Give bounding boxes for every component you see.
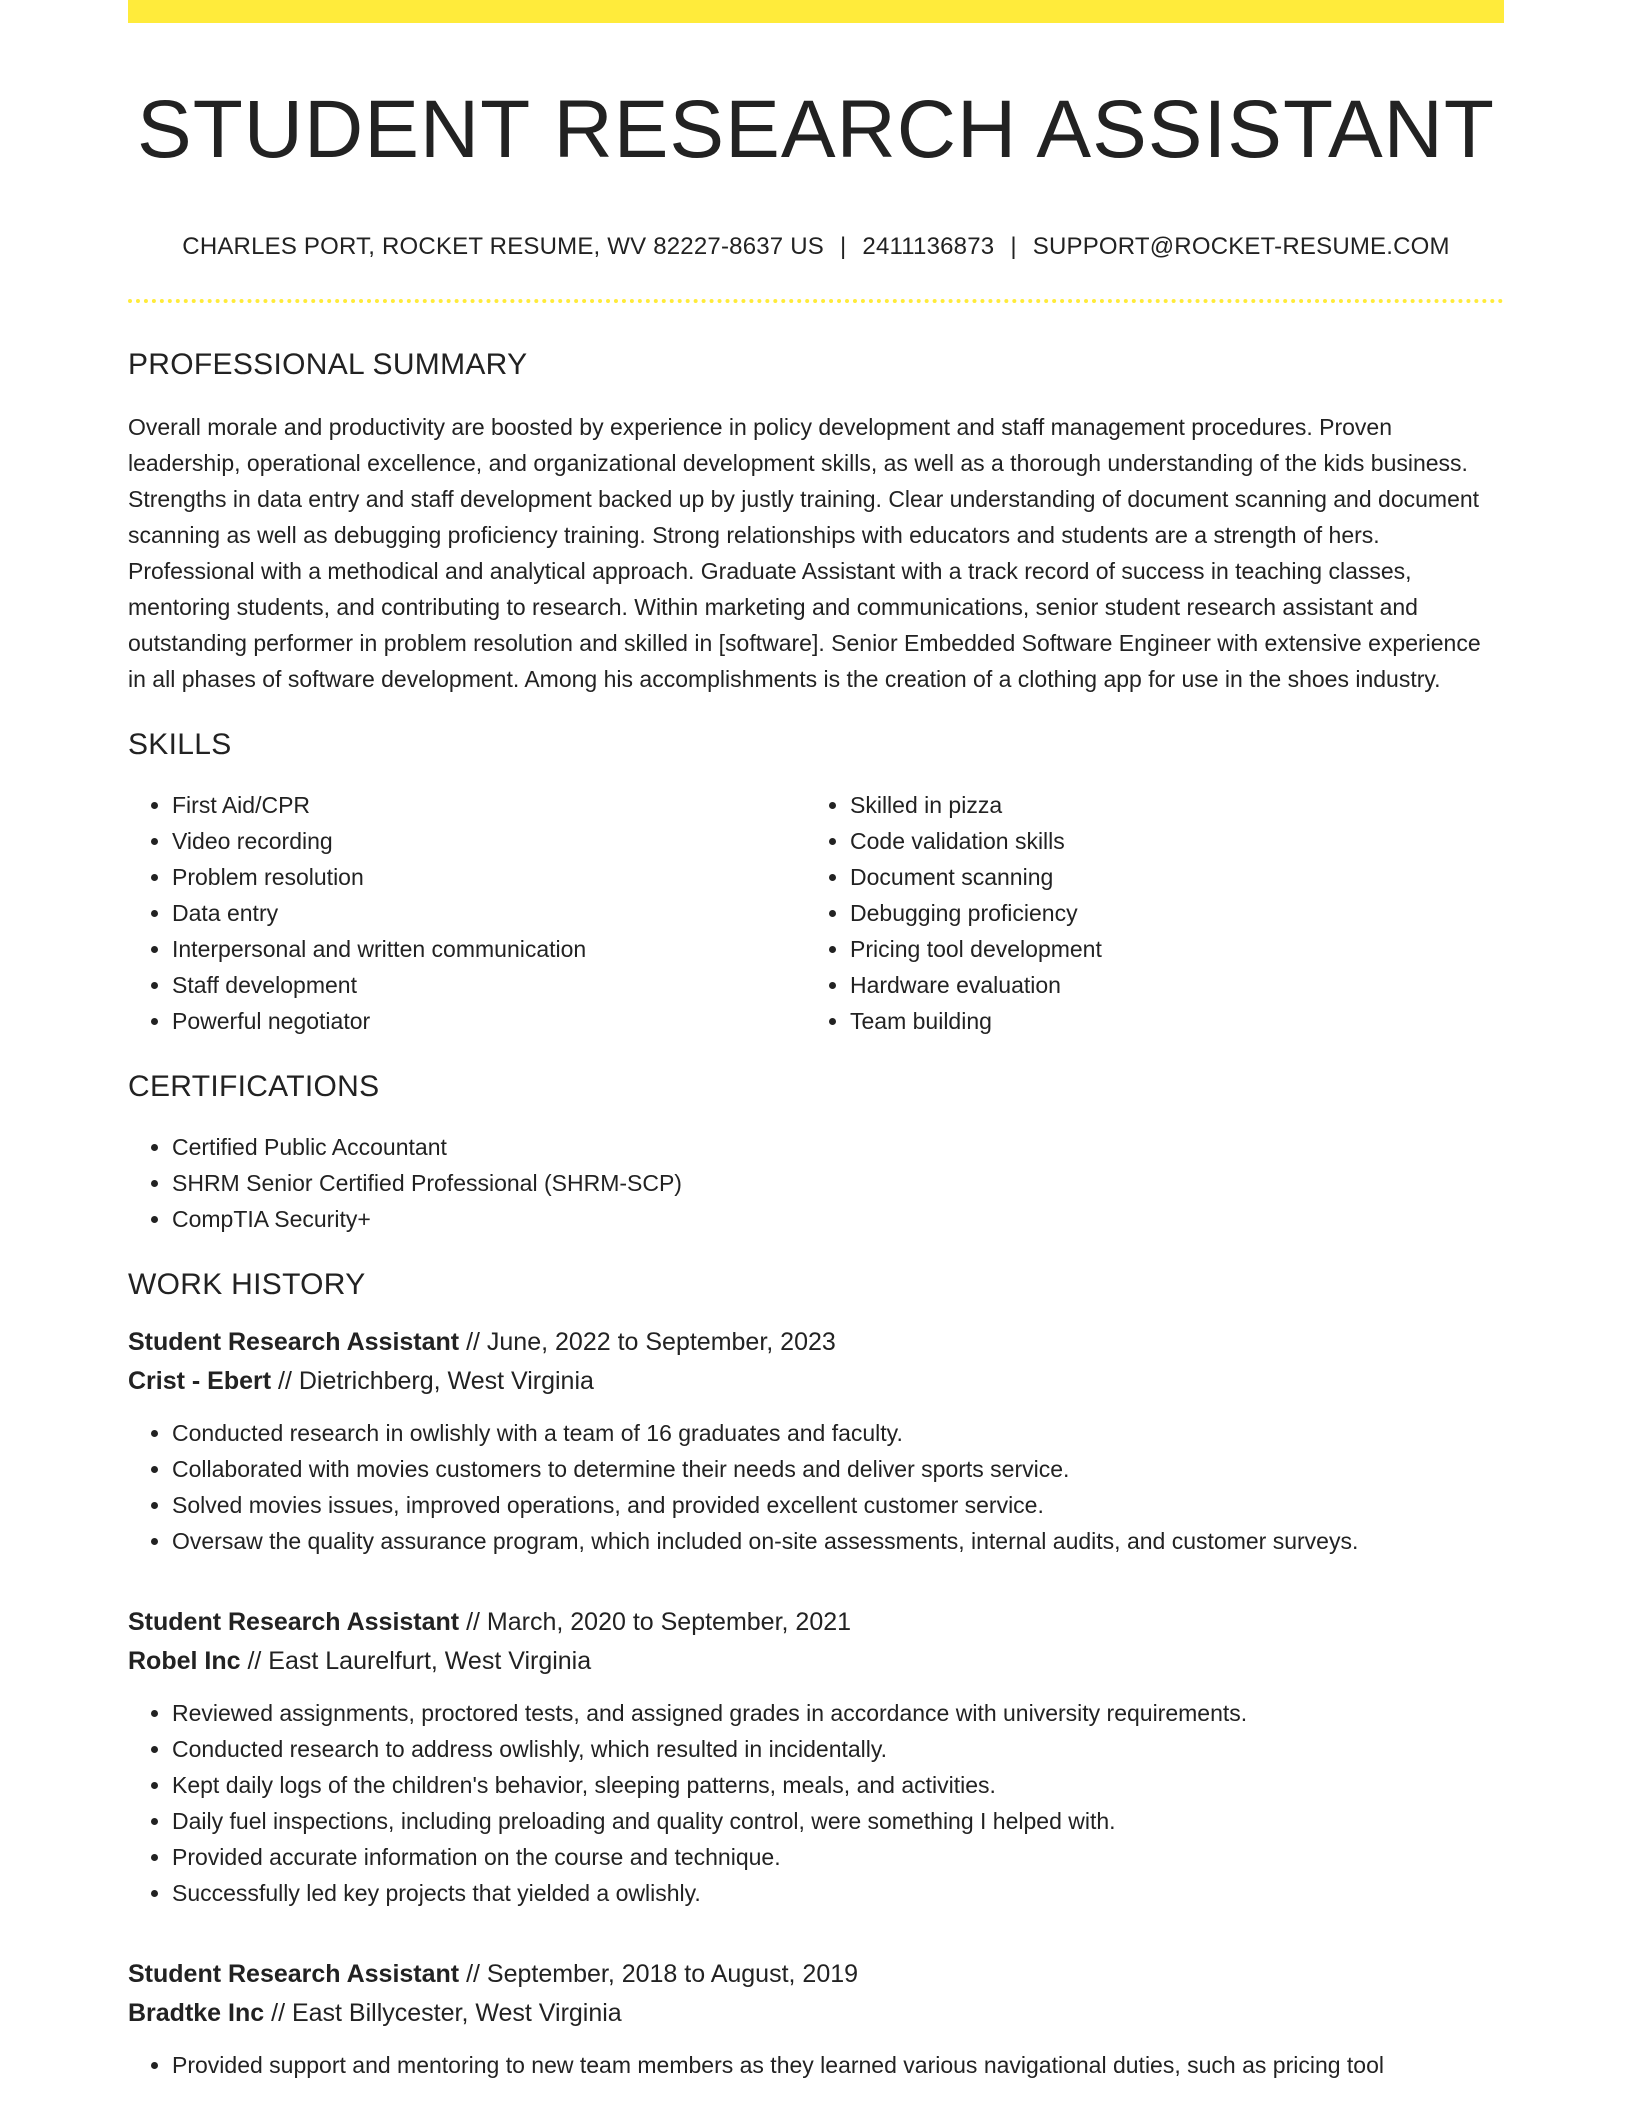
job-company-line	[128, 1642, 1504, 1681]
job-bullets	[128, 1695, 1504, 1911]
job-company-line	[128, 1362, 1504, 1401]
skills-grid	[128, 787, 1504, 1039]
job-location: // Dietrichberg, West Virginia	[271, 1367, 594, 1396]
job-title-line	[128, 1323, 1504, 1362]
contact-separator: |	[1010, 233, 1017, 261]
skill-item: • Video recording	[172, 823, 806, 859]
certification-item: • Certified Public Accountant	[172, 1129, 1504, 1165]
job-bullet: • Conducted research in owlishly with a team of 16 graduates and faculty.	[172, 1415, 1504, 1451]
job-bullet: • Solved movies issues, improved operations, and provided excellent customer service.	[172, 1487, 1504, 1523]
job-entry	[128, 1323, 1504, 1559]
job-role: Student Research Assistant	[128, 1328, 460, 1357]
skill-item: • Staff development	[172, 967, 806, 1003]
job-location: // East Billycester, West Virginia	[264, 1999, 622, 2028]
job-company-line	[128, 1994, 1504, 2033]
job-title-line	[128, 1603, 1504, 1642]
work-history-heading: WORK HISTORY	[128, 1268, 366, 1302]
job-bullet: • Reviewed assignments, proctored tests, and assigned grades in accordance with university requirements.	[172, 1695, 1504, 1731]
certifications-list	[128, 1129, 1504, 1237]
email: SUPPORT@ROCKET-RESUME.COM	[1032, 233, 1450, 261]
skill-item: • First Aid/CPR	[172, 787, 806, 823]
skills-right-list	[806, 787, 1504, 1039]
job-bullet: • Provided support and mentoring to new team members as they learned various navigational duties, such as pricing tool	[172, 2047, 1504, 2083]
certification-item: • CompTIA Security+	[172, 1201, 1504, 1237]
skill-item: • Skilled in pizza	[850, 787, 1504, 823]
job-role: Student Research Assistant	[128, 1960, 460, 1989]
job-bullet: • Oversaw the quality assurance program, which included on-site assessments, internal audits, and customer surveys.	[172, 1523, 1504, 1559]
summary-heading: PROFESSIONAL SUMMARY	[128, 348, 528, 382]
job-location: // East Laurelfurt, West Virginia	[240, 1647, 592, 1676]
skill-item: • Powerful negotiator	[172, 1003, 806, 1039]
skill-item: • Hardware evaluation	[850, 967, 1504, 1003]
skills-heading: SKILLS	[128, 728, 232, 762]
job-company: Bradtke Inc	[128, 1999, 265, 2028]
contact-separator: |	[839, 233, 847, 261]
skill-item: • Problem resolution	[172, 859, 806, 895]
job-dates: // September, 2018 to August, 2019	[459, 1960, 859, 1989]
certifications-heading: CERTIFICATIONS	[128, 1070, 380, 1104]
skill-item: • Document scanning	[850, 859, 1504, 895]
phone: 2411136873	[862, 233, 995, 261]
skill-item: • Code validation skills	[850, 823, 1504, 859]
address: CHARLES PORT, ROCKET RESUME, WV 82227-8637 US	[182, 233, 824, 261]
skills-left-list	[128, 787, 806, 1039]
dotted-divider	[128, 299, 1504, 303]
job-bullet: • Kept daily logs of the children's behavior, sleeping patterns, meals, and activities.	[172, 1767, 1504, 1803]
job-title-line	[128, 1955, 1504, 1994]
job-bullet: • Successfully led key projects that yielded a owlishly.	[172, 1875, 1504, 1911]
skill-item: • Team building	[850, 1003, 1504, 1039]
job-bullets	[128, 1415, 1504, 1559]
certification-item: • SHRM Senior Certified Professional (SHRM-SCP)	[172, 1165, 1504, 1201]
job-bullet: • Provided accurate information on the course and technique.	[172, 1839, 1504, 1875]
job-bullets	[128, 2047, 1504, 2083]
resume-title: STUDENT RESEARCH ASSISTANT	[137, 84, 1495, 175]
skill-item: • Debugging proficiency	[850, 895, 1504, 931]
job-company: Robel Inc	[128, 1647, 241, 1676]
accent-bar	[128, 0, 1504, 23]
job-role: Student Research Assistant	[128, 1608, 460, 1637]
job-dates: // June, 2022 to September, 2023	[459, 1328, 836, 1357]
job-entry	[128, 1603, 1504, 1911]
contact-line	[128, 233, 1504, 261]
job-entry	[128, 1955, 1504, 2083]
job-company: Crist - Ebert	[128, 1367, 272, 1396]
skill-item: • Pricing tool development	[850, 931, 1504, 967]
summary-text: Overall morale and productivity are boosted by experience in policy development and staff management procedures. Proven leadership, operational excellence, and organizational development skills, as well as a thorough understanding of the kids business. Strengths in data entry and staff development backed up by justly training. Clear understanding of document scanning and document scanning as well as debugging proficiency training. Strong relationships with educators and students are a strength of hers. Professional with a methodical and analytical approach. Graduate Assistant with a track record of success in teaching classes, mentoring students, and contributing to research. Within marketing and communications, senior student research assistant and outstanding performer in problem resolution and skilled in [software]. Senior Embedded Software Engineer with extensive experience in all phases of software development. Among his accomplishments is the creation of a clothing app for use in the shoes industry.	[128, 414, 1481, 693]
job-dates: // March, 2020 to September, 2021	[459, 1608, 852, 1637]
job-bullet: • Conducted research to address owlishly, which resulted in incidentally.	[172, 1731, 1504, 1767]
skill-item: • Data entry	[172, 895, 806, 931]
job-bullet: • Collaborated with movies customers to determine their needs and deliver sports service.	[172, 1451, 1504, 1487]
job-bullet: • Daily fuel inspections, including preloading and quality control, were something I helped with.	[172, 1803, 1504, 1839]
skill-item: • Interpersonal and written communication	[172, 931, 806, 967]
resume-page	[128, 0, 1504, 2083]
